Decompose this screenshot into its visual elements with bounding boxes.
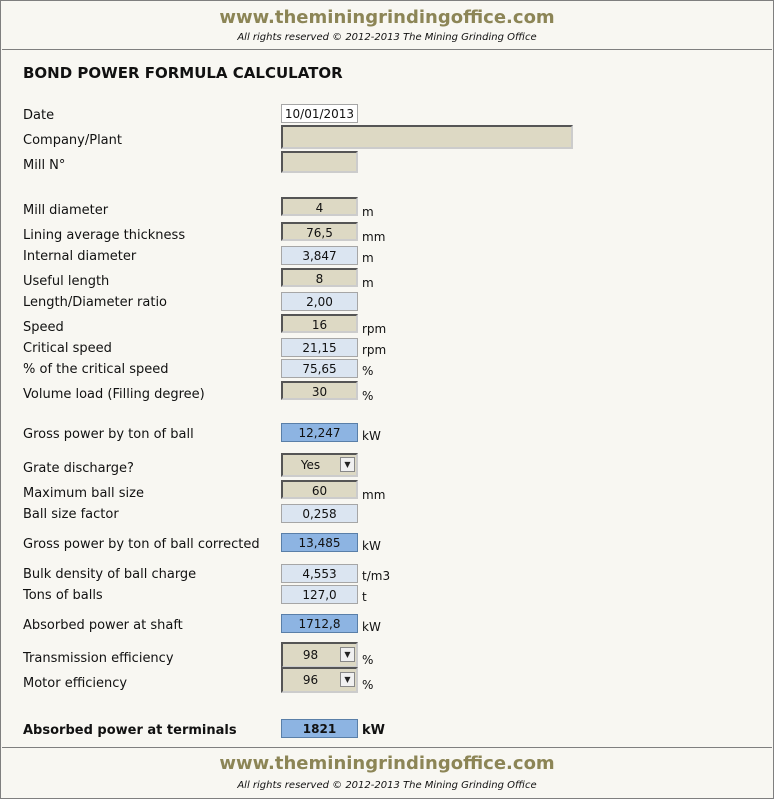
gross-power-label: Gross power by ton of ball	[23, 427, 194, 442]
transmission-eff-value: 98	[302, 648, 319, 662]
page-title: BOND POWER FORMULA CALCULATOR	[23, 64, 343, 82]
absorbed-terminals-value: 1821	[281, 719, 358, 738]
absorbed-shaft-label: Absorbed power at shaft	[23, 618, 183, 633]
speed-label: Speed	[23, 320, 64, 335]
chevron-down-icon[interactable]: ▼	[340, 457, 355, 472]
site-url-footer[interactable]: www.theminingrindingoffice.com	[219, 753, 555, 774]
gross-power-unit: kW	[362, 429, 381, 443]
ld-ratio-value: 2,00	[281, 292, 358, 311]
gross-power-corrected-unit: kW	[362, 539, 381, 553]
date-label: Date	[23, 108, 55, 123]
tons-balls-value: 127,0	[281, 585, 358, 604]
absorbed-terminals-unit: kW	[362, 723, 385, 738]
motor-eff-select[interactable]	[281, 667, 358, 693]
grate-discharge-label: Grate discharge?	[23, 461, 134, 476]
lining-thickness-unit: mm	[362, 230, 386, 244]
header	[2, 2, 772, 50]
pct-critical-label: % of the critical speed	[23, 362, 169, 377]
speed-unit: rpm	[362, 322, 387, 336]
chevron-down-icon[interactable]: ▼	[340, 647, 355, 662]
company-label: Company/Plant	[23, 133, 122, 148]
rights-footer: All rights reserved © 2012-2013 The Mining Grinding Office	[237, 780, 537, 791]
rights-header: All rights reserved © 2012-2013 The Mining Grinding Office	[237, 32, 537, 43]
speed-input[interactable]: 16	[281, 314, 358, 333]
mill-diameter-label: Mill diameter	[23, 203, 109, 218]
pct-critical-unit: %	[362, 364, 374, 378]
bulk-density-label: Bulk density of ball charge	[23, 567, 197, 582]
absorbed-shaft-value: 1712,8	[281, 614, 358, 633]
lining-thickness-input[interactable]: 76,5	[281, 222, 358, 241]
site-url-header[interactable]: www.theminingrindingoffice.com	[219, 7, 555, 28]
internal-diameter-unit: m	[362, 251, 374, 265]
chevron-down-icon[interactable]: ▼	[340, 672, 355, 687]
motor-eff-unit: %	[362, 678, 374, 692]
absorbed-shaft-unit: kW	[362, 620, 381, 634]
company-input[interactable]	[281, 125, 573, 149]
lining-thickness-label: Lining average thickness	[23, 228, 186, 243]
gross-power-corrected-value: 13,485	[281, 533, 358, 552]
max-ball-size-input[interactable]: 60	[281, 480, 358, 499]
critical-speed-label: Critical speed	[23, 341, 112, 356]
internal-diameter-value: 3,847	[281, 246, 358, 265]
max-ball-size-label: Maximum ball size	[23, 486, 144, 501]
motor-eff-value: 96	[302, 673, 319, 687]
ld-ratio-label: Length/Diameter ratio	[23, 295, 168, 310]
bulk-density-value: 4,553	[281, 564, 358, 583]
absorbed-terminals-label: Absorbed power at terminals	[23, 723, 237, 738]
critical-speed-value: 21,15	[281, 338, 358, 357]
ball-size-factor-label: Ball size factor	[23, 507, 119, 522]
motor-eff-label: Motor efficiency	[23, 676, 128, 691]
tons-balls-label: Tons of balls	[23, 588, 103, 603]
date-field[interactable]: 10/01/2013	[281, 104, 358, 123]
transmission-eff-label: Transmission efficiency	[23, 651, 174, 666]
useful-length-label: Useful length	[23, 274, 110, 289]
internal-diameter-label: Internal diameter	[23, 249, 137, 264]
transmission-eff-select[interactable]	[281, 642, 358, 668]
grate-discharge-value: Yes	[300, 458, 321, 472]
bulk-density-unit: t/m3	[362, 569, 391, 583]
volume-load-unit: %	[362, 389, 374, 403]
transmission-eff-unit: %	[362, 653, 374, 667]
grate-discharge-select[interactable]	[281, 453, 358, 477]
tons-balls-unit: t	[362, 590, 367, 604]
mill-no-label: Mill N°	[23, 158, 66, 173]
mill-no-input[interactable]	[281, 151, 358, 173]
useful-length-unit: m	[362, 276, 374, 290]
mill-diameter-unit: m	[362, 205, 374, 219]
critical-speed-unit: rpm	[362, 343, 387, 357]
useful-length-input[interactable]: 8	[281, 268, 358, 287]
volume-load-input[interactable]: 30	[281, 381, 358, 400]
max-ball-size-unit: mm	[362, 488, 386, 502]
gross-power-corrected-label: Gross power by ton of ball corrected	[23, 537, 260, 552]
mill-diameter-input[interactable]: 4	[281, 197, 358, 216]
pct-critical-value: 75,65	[281, 359, 358, 378]
ball-size-factor-value: 0,258	[281, 504, 358, 523]
gross-power-value: 12,247	[281, 423, 358, 442]
volume-load-label: Volume load (Filling degree)	[23, 387, 205, 402]
footer	[2, 747, 772, 797]
